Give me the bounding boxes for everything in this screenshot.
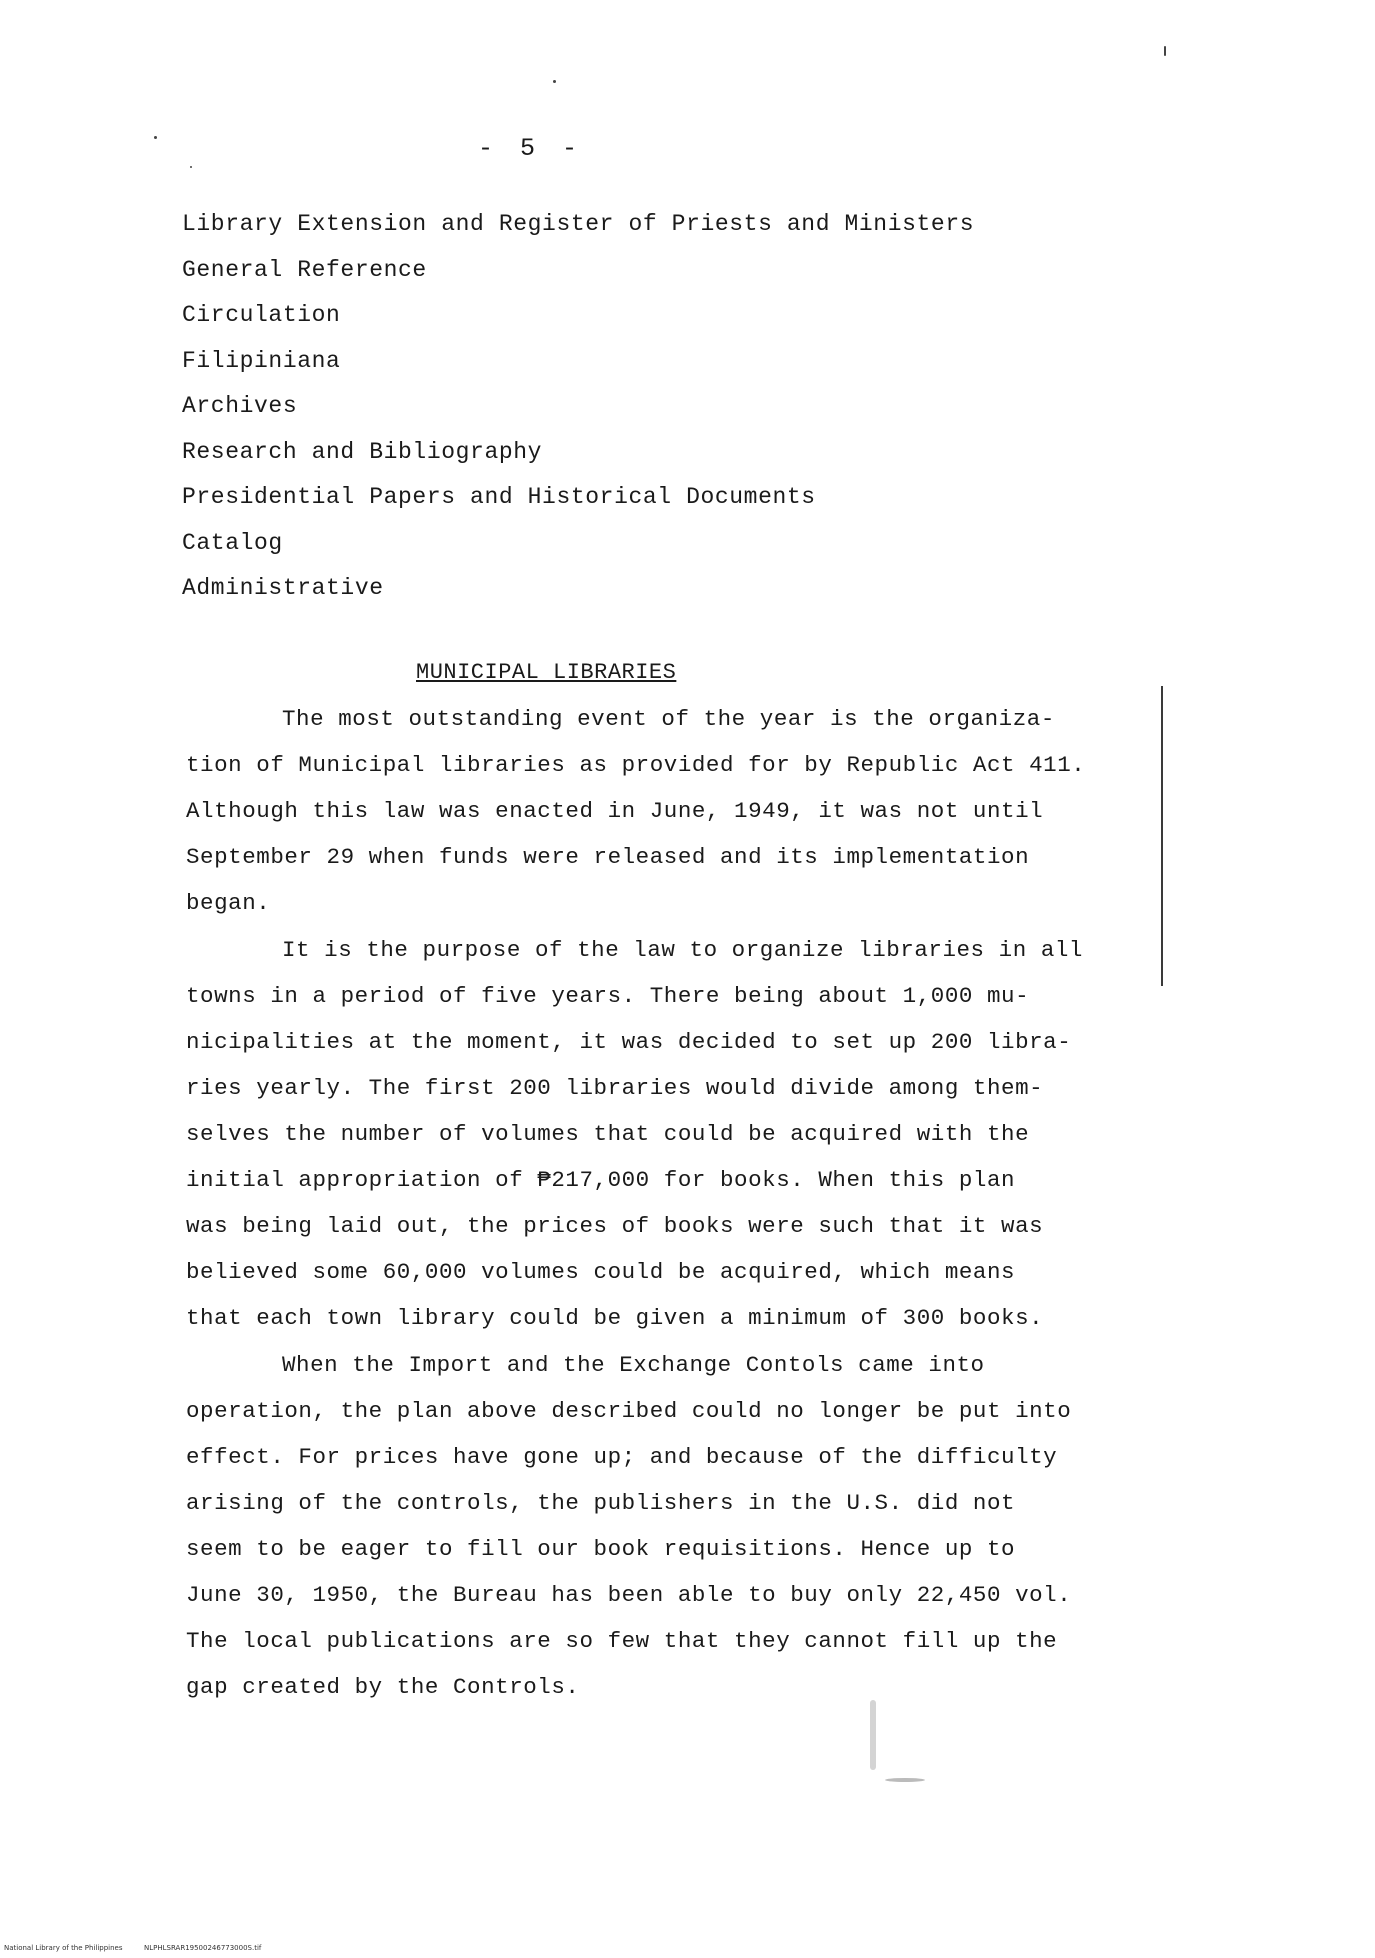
text-line: The local publications are so few that they cannot fill up the xyxy=(186,1628,1058,1654)
footer-file-name: NLPHLSRAR19500246773000S.tif xyxy=(144,1944,262,1952)
scan-speck xyxy=(553,80,556,83)
department-item: Filipiniana xyxy=(182,347,341,374)
text-line: arising of the controls, the publishers in the U.S. did not xyxy=(186,1490,1016,1516)
department-item: Archives xyxy=(182,393,298,419)
text-line: The most outstanding event of the year is the organiza- xyxy=(282,706,1055,732)
text-line: operation, the plan above described could no longer be put into xyxy=(186,1398,1072,1424)
text-line: began. xyxy=(186,890,271,916)
text-line: that each town library could be given a minimum of 300 books. xyxy=(186,1305,1044,1331)
footer-credit: National Library of the Philippines xyxy=(4,1944,123,1952)
text-line: When the Import and the Exchange Contols came into xyxy=(282,1352,985,1378)
text-line: tion of Municipal libraries as provided for by Republic Act 411. xyxy=(186,752,1086,778)
scan-speck xyxy=(870,1700,876,1770)
scan-speck xyxy=(1164,46,1166,56)
scan-speck xyxy=(885,1778,925,1782)
text-line: September 29 when funds were released and its implementation xyxy=(186,844,1030,870)
text-line: It is the purpose of the law to organize libraries in all xyxy=(282,937,1083,963)
text-line: Although this law was enacted in June, 1949, it was not until xyxy=(186,798,1044,824)
text-line: gap created by the Controls. xyxy=(186,1674,580,1700)
text-line: effect. For prices have gone up; and because of the difficulty xyxy=(186,1444,1058,1470)
scan-speck xyxy=(154,136,157,139)
text-line: seem to be eager to fill our book requisitions. Hence up to xyxy=(186,1536,1016,1562)
department-list xyxy=(182,202,974,612)
page-number: - 5 - xyxy=(478,134,584,163)
department-item: Presidential Papers and Historical Documents xyxy=(182,484,816,510)
margin-rule xyxy=(1161,686,1163,986)
department-item: General Reference xyxy=(182,256,427,283)
department-item: Administrative xyxy=(182,575,384,601)
scan-speck xyxy=(190,166,192,168)
department-item: Library Extension and Register of Priests and Ministers xyxy=(182,211,975,237)
department-item: Catalog xyxy=(182,529,283,556)
text-line: nicipalities at the moment, it was decided to set up 200 libra- xyxy=(186,1029,1072,1055)
text-line: June 30, 1950, the Bureau has been able to buy only 22,450 vol. xyxy=(186,1582,1072,1608)
text-line: towns in a period of five years. There being about 1,000 mu- xyxy=(186,983,1030,1009)
text-line: selves the number of volumes that could be acquired with the xyxy=(186,1121,1030,1147)
text-line: believed some 60,000 volumes could be acquired, which means xyxy=(186,1259,1016,1285)
text-line: initial appropriation of ₱217,000 for books. When this plan xyxy=(186,1167,1016,1193)
department-item: Research and Bibliography xyxy=(182,438,543,465)
department-item: Circulation xyxy=(182,302,341,328)
section-heading: MUNICIPAL LIBRARIES xyxy=(416,660,677,685)
text-line: was being laid out, the prices of books were such that it was xyxy=(186,1213,1044,1239)
text-line: ries yearly. The first 200 libraries would divide among them- xyxy=(186,1075,1044,1101)
